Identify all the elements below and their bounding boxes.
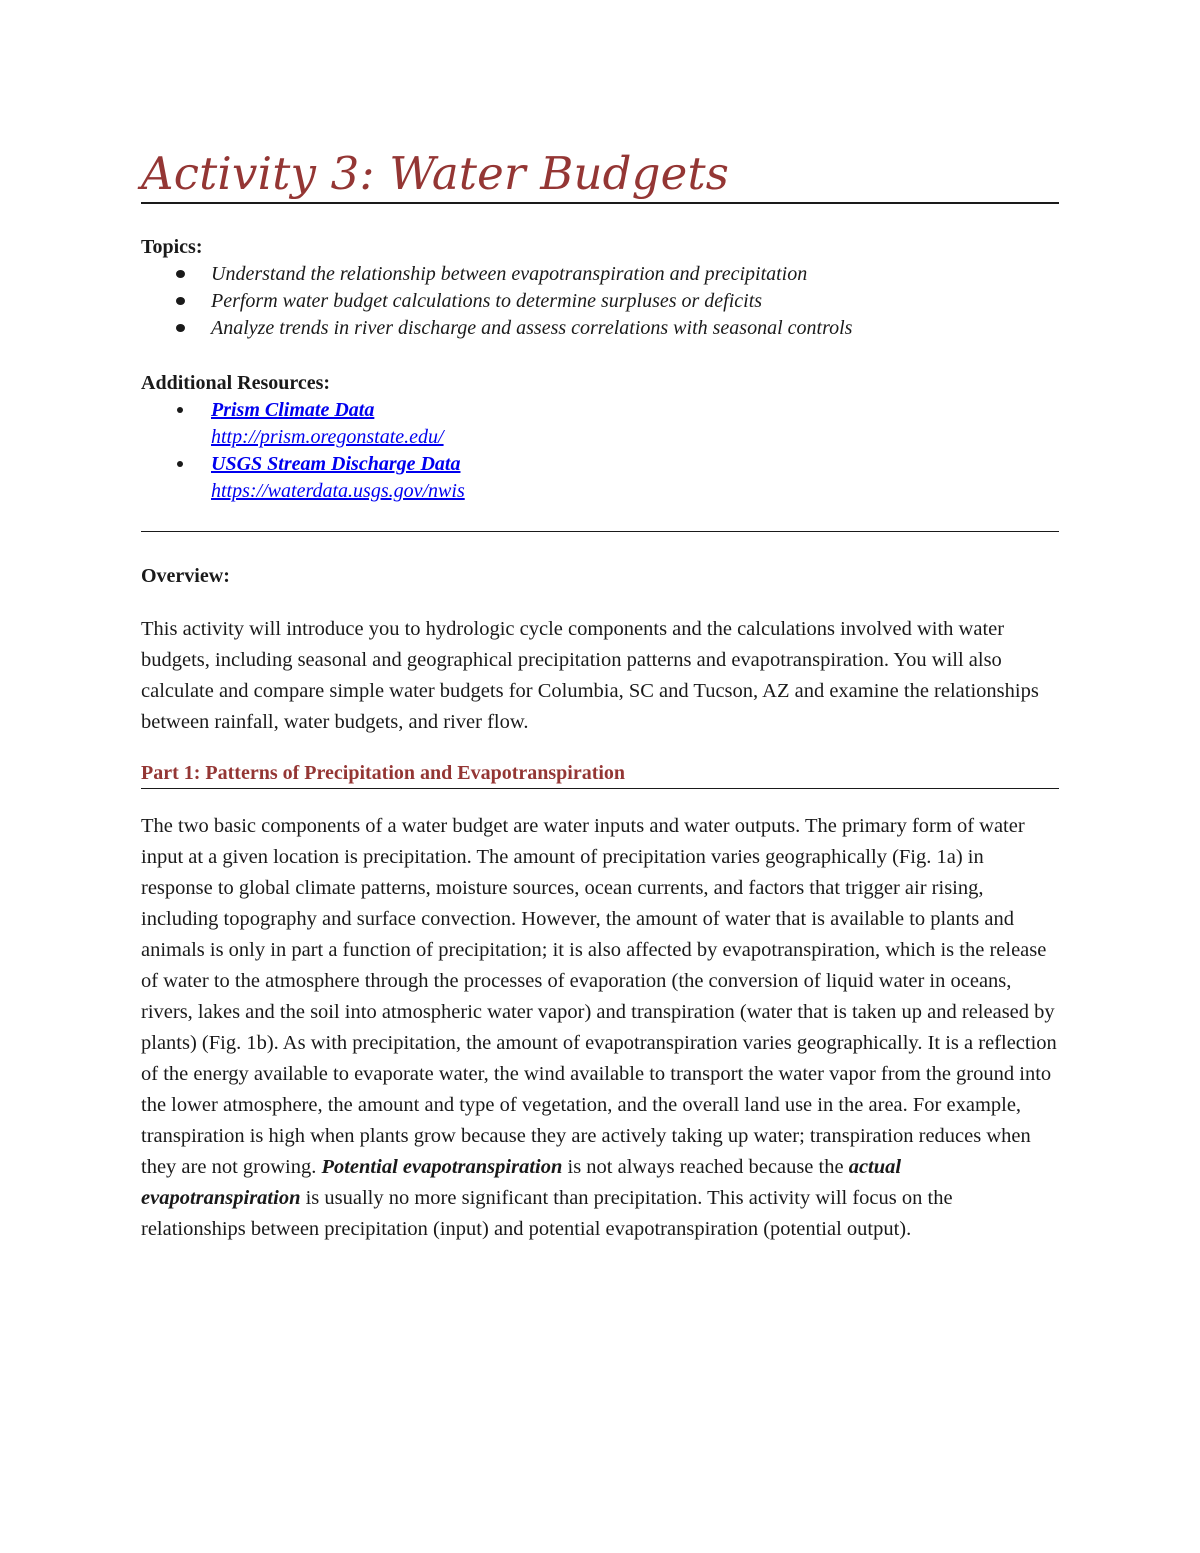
overview-paragraph: This activity will introduce you to hydrologic cycle components and the calculations involved with water budgets, including seasonal and geographical precipitation patterns and evapotranspiration. You will also calculate and compare simple water budgets for Columbia, SC and Tucson, AZ and examine the relationships between rainfall, water budgets, and river flow. <box>141 618 1039 733</box>
topic-text: Perform water budget calculations to determine surpluses or deficits <box>211 290 763 312</box>
bullet-icon <box>176 270 185 278</box>
bullet-icon <box>176 297 185 305</box>
list-item <box>141 451 1059 505</box>
part1-heading: Part 1: Patterns of Precipitation and Evapotranspiration <box>141 762 626 784</box>
bullet-icon <box>176 324 185 332</box>
overview-label: Overview: <box>141 565 230 587</box>
part1-text-a: The two basic components of a water budget are water inputs and water outputs. The primary form of water input at a given location is precipitation. The amount of precipitation varies geographically (Fig. 1a) in response to global climate patterns, moisture sources, ocean currents, and factors that trigger air rising, including topography and surface convection. However, the amount of water that is available to plants and animals is only in part a function of precipitation; it is also affected by evapotranspiration, which is the release of water to the atmosphere through the processes of evaporation (the conversion of liquid water in oceans, rivers, lakes and the soil into atmospheric water vapor) and transpiration (water that is taken up and released by plants) (Fig. 1b). As with precipitation, the amount of evapotranspiration varies geographically. It is a reflection of the energy available to evaporate water, the wind available to transport the water vapor from the ground into the lower atmosphere, the amount and type of vegetation, and the overall land use in the area. For example, transpiration is high when plants grow because they are actively taking up water; transpiration reduces when they are not growing. <box>141 815 1057 1178</box>
bullet-icon <box>177 461 183 467</box>
usgs-link[interactable]: USGS Stream Discharge Data <box>211 453 461 475</box>
prism-url-link[interactable]: http://prism.oregonstate.edu/ <box>211 426 444 448</box>
part1-text-c: is usually no more significant than precipitation. This activity will focus on the relationships between precipitation (input) and potential evapotranspiration (potential output). <box>141 1187 953 1240</box>
part1-paragraph <box>141 811 1059 1245</box>
bullet-icon <box>177 407 183 413</box>
title-divider <box>141 202 1059 204</box>
prism-link[interactable]: Prism Climate Data <box>211 399 375 421</box>
part1-text-b: is not always reached because the <box>562 1156 849 1178</box>
resources-list <box>141 397 1059 505</box>
topics-label: Topics: <box>141 236 203 258</box>
page-title: Activity 3: Water Budgets <box>141 147 730 200</box>
topic-text: Understand the relationship between evapotranspiration and precipitation <box>211 263 808 285</box>
list-item <box>141 315 1059 342</box>
term-potential-evapotranspiration: Potential evapotranspiration <box>321 1156 563 1178</box>
list-item <box>141 261 1059 288</box>
usgs-url-link[interactable]: https://waterdata.usgs.gov/nwis <box>211 480 465 502</box>
topics-list <box>141 261 1059 342</box>
resources-label: Additional Resources: <box>141 372 331 394</box>
topic-text: Analyze trends in river discharge and assess correlations with seasonal controls <box>211 317 853 339</box>
list-item <box>141 397 1059 451</box>
list-item <box>141 288 1059 315</box>
section-divider <box>141 531 1059 532</box>
term-actual-evapotranspiration: actual evapotranspiration <box>141 1156 902 1209</box>
part1-divider <box>141 788 1059 789</box>
